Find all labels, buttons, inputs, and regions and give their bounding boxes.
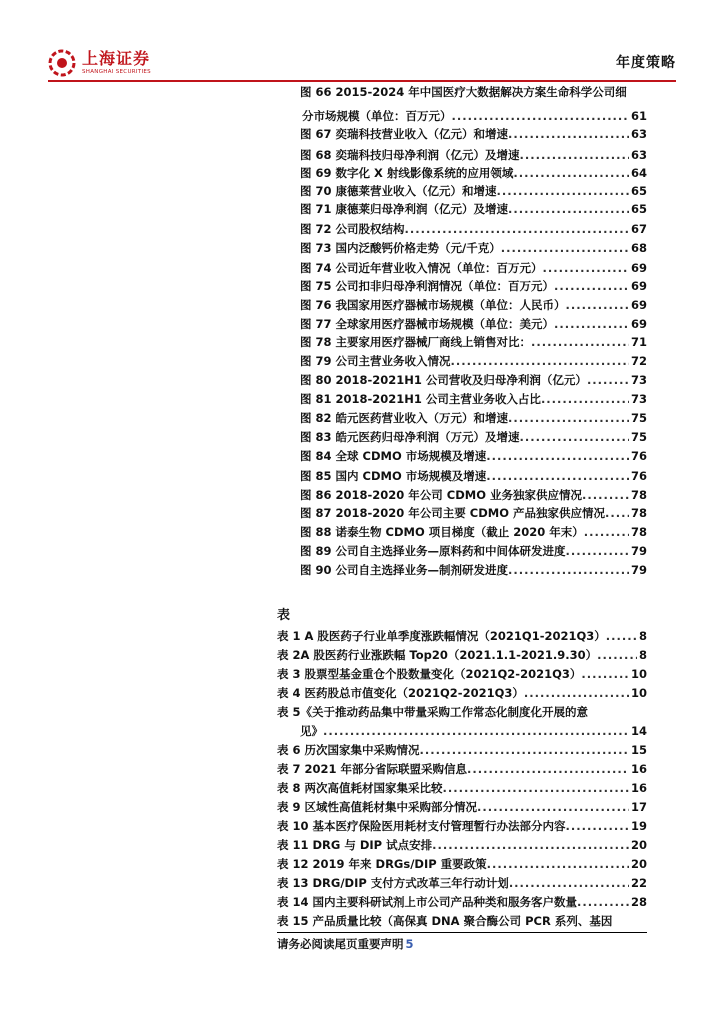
tables-section-heading: 表 (277, 608, 291, 623)
toc-figure-entry[interactable]: 图 77 全球家用医疗器械市场规模（单位：美元） ..... 69 (300, 315, 647, 333)
page-number: 5 (405, 937, 414, 951)
toc-table-entry[interactable]: 表 14 国内主要科研试剂上市公司产品种类和服务客户数量 ..... 28 (277, 893, 647, 911)
toc-figure-entry[interactable]: 图 84 全球 CDMO 市场规模及增速 ..... 76 (300, 447, 647, 465)
toc-table-entry[interactable]: 表 2A 股医药行业涨跌幅 Top20（2021.1.1-2021.9.30） ..... 8 (277, 646, 647, 664)
toc-table-entry[interactable]: 表 3 股票型基金重仓个股数量变化（2021Q2-2021Q3） ..... 10 (277, 665, 647, 683)
toc-figure-entry[interactable]: 图 86 2018-2020 年公司 CDMO 业务独家供应情况 ..... 78 (300, 486, 647, 504)
logo-english-name: SHANGHAI SECURITIES (82, 68, 151, 75)
toc-figure-entry[interactable]: 图 68 奕瑞科技归母净利润（亿元）及增速 ..... 63 (300, 146, 647, 164)
toc-figure-entry[interactable]: 图 90 公司自主选择业务—制剂研发进度 ..... 79 (300, 561, 647, 579)
toc-figure-entry[interactable]: 图 66 2015-2024 年中国医疗大数据解决方案生命科学公司细 (300, 85, 627, 99)
toc-table-entry[interactable]: 表 10 基本医疗保险医用耗材支付管理暂行办法部分内容 ..... 19 (277, 817, 647, 835)
toc-figure-entry[interactable]: 图 78 主要家用医疗器械厂商线上销售对比： ..... 71 (300, 333, 647, 351)
footer-divider (277, 932, 647, 933)
toc-table-entry[interactable]: 表 12 2019 年来 DRGs/DIP 重要政策 ..... 20 (277, 855, 647, 873)
toc-figure-entry[interactable]: 图 82 皓元医药营业收入（万元）和增速 ..... 75 (300, 409, 647, 427)
toc-table-entry[interactable]: 表 4 医药股总市值变化（2021Q2-2021Q3） ..... 10 (277, 684, 647, 702)
toc-figure-entry[interactable]: 图 72 公司股权结构 ..... 67 (300, 220, 647, 238)
toc-figure-entry[interactable]: 图 88 诺泰生物 CDMO 项目梯度（截止 2020 年末） ..... 78 (300, 523, 647, 541)
toc-table-entry[interactable]: 表 6 历次国家集中采购情况 ..... 15 (277, 741, 647, 759)
page-footer (277, 936, 414, 952)
toc-table-entry[interactable]: 表 8 两次高值耗材国家集采比较 ..... 16 (277, 779, 647, 797)
header-divider (48, 80, 676, 82)
toc-figure-entry[interactable]: 图 76 我国家用医疗器械市场规模（单位：人民币） ..... 69 (300, 296, 647, 314)
toc-table-entry[interactable]: 表 1 A 股医药子行业单季度涨跌幅情况（2021Q1-2021Q3） ..... 8 (277, 627, 647, 645)
toc-figure-entry[interactable]: 图 67 奕瑞科技营业收入（亿元）和增速 ..... 63 (300, 125, 647, 143)
toc-table-entry[interactable]: 表 9 区域性高值耗材集中采购部分情况 ..... 17 (277, 798, 647, 816)
toc-figure-entry[interactable]: 图 69 数字化 X 射线影像系统的应用领域 ..... 64 (300, 164, 647, 182)
toc-figure-entry[interactable]: 分市场规模（单位：百万元） ..... 61 (302, 107, 647, 125)
toc-figure-entry[interactable]: 图 80 2018-2021H1 公司营收及归母净利润（亿元） ..... 73 (300, 371, 647, 389)
logo-emblem-icon (48, 49, 76, 77)
toc-figure-entry[interactable]: 图 83 皓元医药归母净利润（万元）及增速 ..... 75 (300, 428, 647, 446)
toc-figure-entry[interactable]: 图 74 公司近年营业收入情况（单位：百万元） ..... 69 (300, 259, 647, 277)
toc-table-entry[interactable]: 见》 ..... 14 (300, 722, 647, 740)
disclaimer-notice: 请务必阅读尾页重要声明 (277, 937, 404, 951)
toc-figure-entry[interactable]: 图 75 公司扣非归母净利润情况（单位：百万元） ..... 69 (300, 277, 647, 295)
toc-table-entry[interactable]: 表 15 产品质量比较（高保真 DNA 聚合酶公司 PCR 系列、基因 (277, 914, 613, 928)
toc-figure-entry[interactable]: 图 85 国内 CDMO 市场规模及增速 ..... 76 (300, 467, 647, 485)
toc-figure-entry[interactable]: 图 73 国内泛酸钙价格走势（元/千克） ..... 68 (300, 239, 647, 257)
toc-figure-entry[interactable]: 图 87 2018-2020 年公司主要 CDMO 产品独家供应情况 ..... 78 (300, 504, 647, 522)
toc-figure-entry[interactable]: 图 71 康德莱归母净利润（亿元）及增速 ..... 65 (300, 200, 647, 218)
company-logo (48, 46, 151, 80)
page-header (48, 46, 676, 80)
toc-table-entry[interactable]: 表 7 2021 年部分省际联盟采购信息 ..... 16 (277, 760, 647, 778)
toc-table-entry[interactable]: 表 5《关于推动药品集中带量采购工作常态化制度化开展的意 (277, 705, 589, 719)
logo-chinese-name: 上海证券 (82, 48, 151, 68)
toc-table-entry[interactable]: 表 11 DRG 与 DIP 试点安排 ..... 20 (277, 836, 647, 854)
toc-figure-entry[interactable]: 图 81 2018-2021H1 公司主营业务收入占比 ..... 73 (300, 390, 647, 408)
toc-figure-entry[interactable]: 图 89 公司自主选择业务—原料药和中间体研发进度 ..... 79 (300, 542, 647, 560)
toc-table-entry[interactable]: 表 13 DRG/DIP 支付方式改革三年行动计划 ..... 22 (277, 874, 647, 892)
toc-figure-entry[interactable]: 图 70 康德莱营业收入（亿元）和增速 ..... 65 (300, 182, 647, 200)
toc-figure-entry[interactable]: 图 79 公司主营业务收入情况 ..... 72 (300, 352, 647, 370)
document-type: 年度策略 (616, 55, 676, 71)
